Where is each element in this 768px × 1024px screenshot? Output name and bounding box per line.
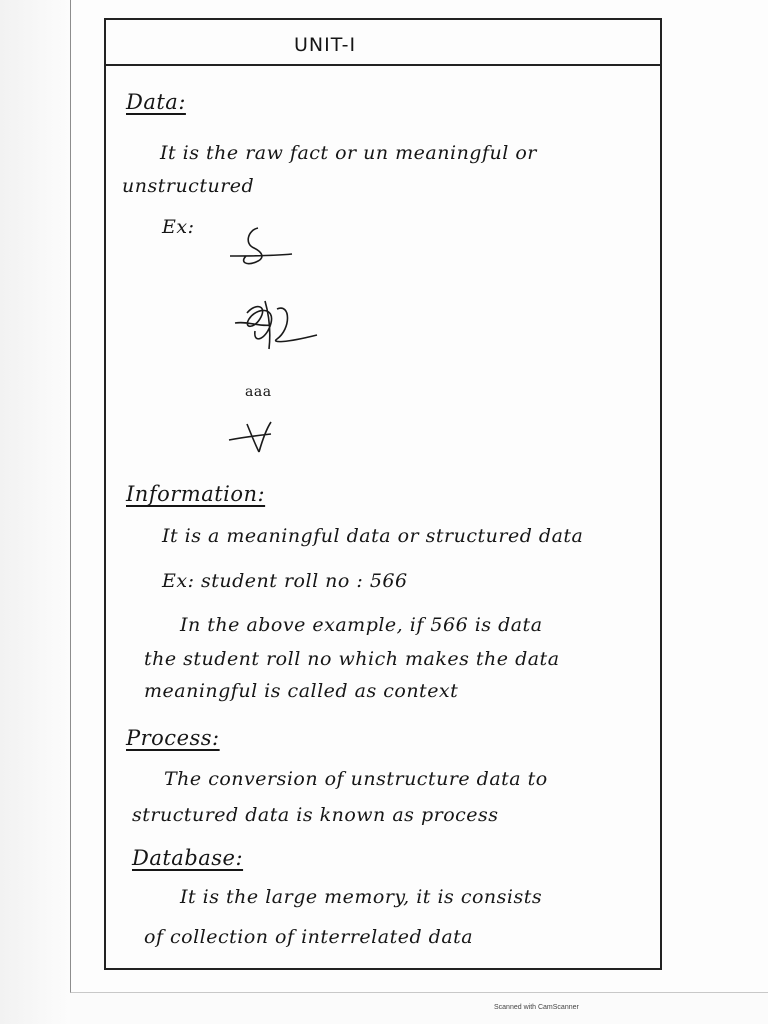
header-rule xyxy=(104,64,662,66)
data-example-label: Ex: xyxy=(162,216,195,238)
information-explanation-line3: meaningful is called as context xyxy=(144,680,459,702)
information-explanation-line2: the student roll no which makes the data xyxy=(144,648,560,670)
information-definition: It is a meaningful data or structured data xyxy=(162,525,584,547)
signature-scribble-2 xyxy=(225,295,325,355)
database-definition-line2: of collection of interrelated data xyxy=(144,926,474,948)
data-heading: Data: xyxy=(126,90,186,114)
signature-scribble-3 xyxy=(225,418,275,458)
signature-scribble-1 xyxy=(210,222,300,272)
database-heading: Database: xyxy=(132,846,244,870)
information-heading: Information: xyxy=(126,482,266,506)
unit-title: UNIT-I xyxy=(294,34,357,56)
information-explanation-line1: In the above example, if 566 is data xyxy=(180,614,543,636)
data-definition-line2: unstructured xyxy=(122,175,255,197)
process-definition-line1: The conversion of unstructure data to xyxy=(164,768,548,790)
page-edge-shadow xyxy=(0,0,70,1024)
information-example: Ex: student roll no : 566 xyxy=(162,570,408,592)
data-definition-line1: It is the raw fact or un meaningful or xyxy=(160,142,537,164)
database-definition-line1: It is the large memory, it is consists xyxy=(180,886,543,908)
scanner-credit: Scanned with CamScanner xyxy=(494,1004,579,1011)
process-definition-line2: structured data is known as process xyxy=(132,804,499,826)
process-heading: Process: xyxy=(126,726,220,750)
data-example-text: aaa xyxy=(245,384,272,400)
